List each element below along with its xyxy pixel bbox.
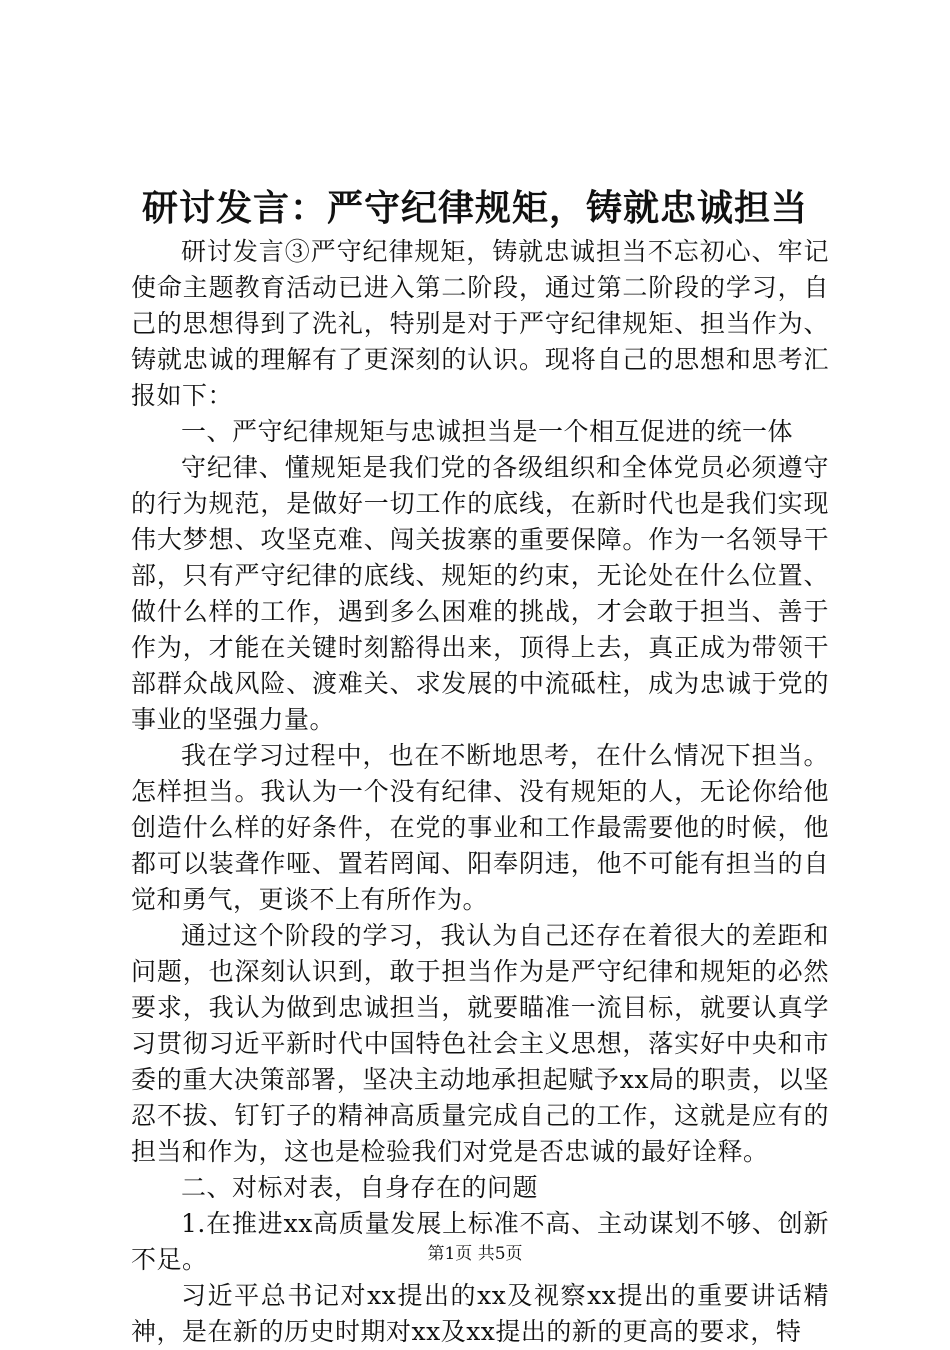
- document-body: [131, 234, 829, 1350]
- paragraph: 习近平总书记对xx提出的xx及视察xx提出的重要讲话精神，是在新的历史时期对xx及xx提出的新的更高的要求，特: [131, 1281, 829, 1346]
- paragraph: 通过这个阶段的学习，我认为自己还存在着很大的差距和问题，也深刻认识到，敢于担当作为是严守纪律和规矩的必然要求，我认为做到忠诚担当，就要瞄准一流目标，就要认真学习贯彻习近平新时代中国特色社会主义思想，落实好中央和市委的重大决策部署，坚决主动地承担起赋予xx局的职责，以坚忍不拔、钉钉子的精神高质量完成自己的工作，这就是应有的担当和作为，这也是检验我们对党是否忠诚的最好诠释。: [131, 921, 829, 1166]
- page-footer: 第1页 共5页: [427, 1244, 523, 1264]
- paragraph-intro: 研讨发言③严守纪律规矩，铸就忠诚担当不忘初心、牢记使命主题教育活动已进入第二阶段，通过第二阶段的学习，自己的思想得到了洗礼，特别是对于严守纪律规矩、担当作为、铸就忠诚的理解有了更深刻的认识。现将自己的思想和思考汇报如下：: [131, 237, 829, 410]
- paragraph: 守纪律、懂规矩是我们党的各级组织和全体党员必须遵守的行为规范，是做好一切工作的底线，在新时代也是我们实现伟大梦想、攻坚克难、闯关拔寨的重要保障。作为一名领导干部，只有严守纪律的底线、规矩的约束，无论处在什么位置、做什么样的工作，遇到多么困难的挑战，才会敢于担当、善于作为，才能在关键时刻豁得出来，顶得上去，真正成为带领干部群众战风险、渡难关、求发展的中流砥柱，成为忠诚于党的事业的坚强力量。: [131, 453, 829, 734]
- section-heading-2: 二、对标对表，自身存在的问题: [181, 1173, 539, 1202]
- page-title: 研讨发言：严守纪律规矩，铸就忠诚担当: [141, 187, 808, 229]
- numbered-item: 1.在推进xx高质量发展上标准不高、主动谋划不够、创新不足。: [131, 1209, 829, 1274]
- paragraph: 我在学习过程中，也在不断地思考，在什么情况下担当。怎样担当。我认为一个没有纪律、没有规矩的人，无论你给他创造什么样的好条件，在党的事业和工作最需要他的时候，他都可以装聋作哑、置若罔闻、阳奉阴违，他不可能有担当的自觉和勇气，更谈不上有所作为。: [131, 741, 829, 914]
- section-heading-1: 一、严守纪律规矩与忠诚担当是一个相互促进的统一体: [181, 417, 794, 446]
